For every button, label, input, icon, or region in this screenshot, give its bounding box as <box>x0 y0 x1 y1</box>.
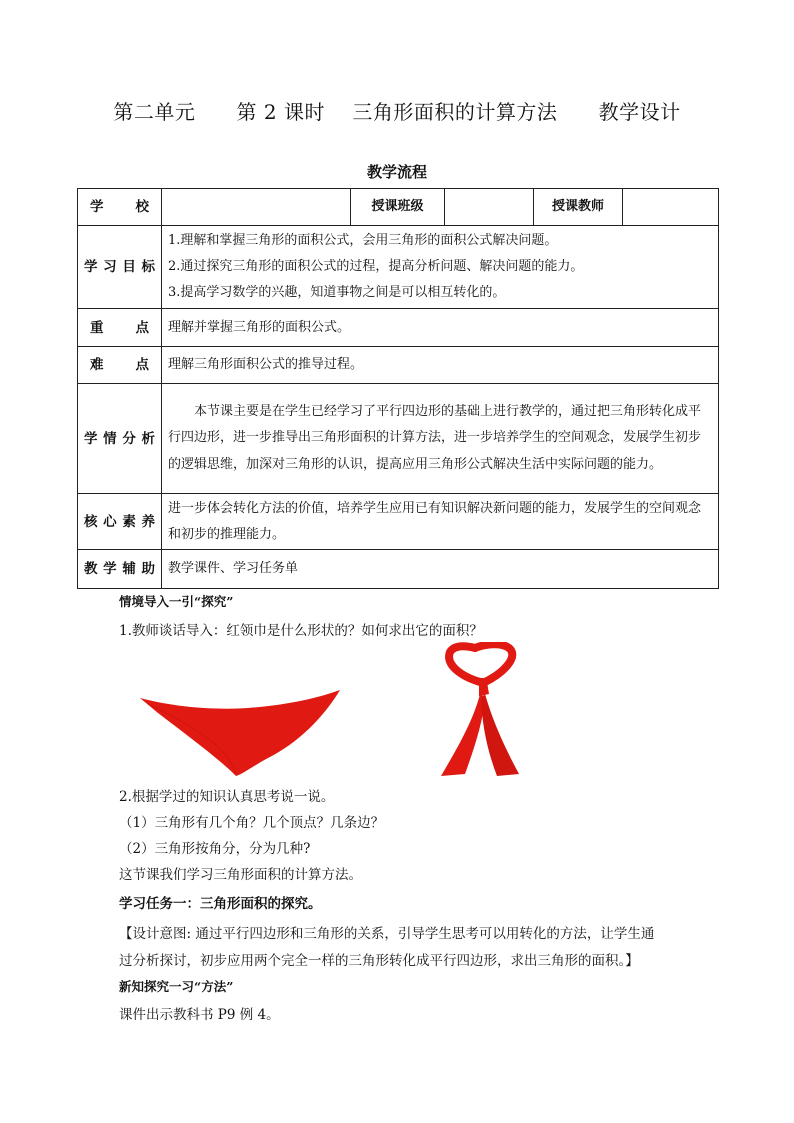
aids-label: 教学辅助 <box>78 550 162 589</box>
red-scarf-tied-image <box>435 642 525 778</box>
difficulty-label: 难 点 <box>78 347 162 384</box>
teacher-value <box>623 189 719 226</box>
school-value <box>162 189 351 226</box>
goal-item: 1.理解和掌握三角形的面积公式，会用三角形的面积公式解决问题。 <box>168 233 558 248</box>
question-2b: （2）三角形按角分，分为几种? <box>119 841 311 857</box>
literacy-text: 进一步体会转化方法的价值，培养学生应用已有知识解决新问题的能力，发展学生的空间观念和初步的推理能力。 <box>168 500 702 542</box>
analysis-text: 本节课主要是在学生已经学习了平行四边形的基础上进行教学的，通过把三角形转化成平行四边形，进一步推导出三角形面积的计算方法，进一步培养学生的空间观念，发展学生初步的逻辑思维，加深对三角形的认识，提高应用三角形公式解决生活中实际问题的能力。 <box>168 403 702 472</box>
table-row <box>78 384 719 494</box>
school-label: 学 校 <box>78 189 162 226</box>
table-row <box>78 347 719 384</box>
table-row <box>78 494 719 550</box>
section2-title: 新知探究一习“方法” <box>119 979 234 994</box>
table-row <box>78 550 719 589</box>
design-line-1: 【设计意图: 通过平行四边形和三角形的关系，引导学生思考可以用转化的方法，让学生通 <box>119 926 655 942</box>
task1-title: 学习任务一：三角形面积的探究。 <box>119 896 322 912</box>
goals-label: 学习目标 <box>78 226 162 309</box>
design-line-2: 过分析探讨，初步应用两个完全一样的三角形转化成平行四边形，求出三角形的面积。】 <box>119 953 639 969</box>
table-row <box>78 189 719 226</box>
page-title: 第二单元 第 2 课时 三角形面积的计算方法 教学设计 <box>113 100 681 124</box>
class-value <box>445 189 534 226</box>
section1-title: 情境导入一引“探究” <box>119 594 234 609</box>
key-text: 理解并掌握三角形的面积公式。 <box>162 309 719 347</box>
literacy-label: 核心素养 <box>78 494 162 550</box>
class-label: 授课班级 <box>351 189 445 226</box>
analysis-cell <box>162 384 719 494</box>
question-1: 1.教师谈话导入：红领巾是什么形状的？如何求出它的面积？ <box>119 623 483 639</box>
goals-cell <box>162 226 719 309</box>
intro-text: 这节课我们学习三角形面积的计算方法。 <box>119 867 362 883</box>
flow-title: 教学流程 <box>366 163 427 181</box>
lesson-plan-table <box>77 188 719 589</box>
analysis-label: 学情分析 <box>78 384 162 494</box>
teacher-label: 授课教师 <box>534 189 623 226</box>
red-scarf-flat-image <box>138 688 342 780</box>
courseware-text: 课件出示教科书 P9 例 4。 <box>119 1007 280 1023</box>
table-row <box>78 309 719 347</box>
goal-item: 2.通过探究三角形的面积公式的过程，提高分析问题、解决问题的能力。 <box>168 259 584 274</box>
aids-text: 教学课件、学习任务单 <box>162 550 719 589</box>
goal-item: 3.提高学习数学的兴趣，知道事物之间是可以相互转化的。 <box>168 285 506 300</box>
difficulty-text: 理解三角形面积公式的推导过程。 <box>162 347 719 384</box>
table-row <box>78 226 719 309</box>
question-2a: （1）三角形有几个角？几个顶点？几条边？ <box>119 815 385 831</box>
literacy-cell <box>162 494 719 550</box>
key-label: 重 点 <box>78 309 162 347</box>
question-2: 2.根据学过的知识认真思考说一说。 <box>119 789 335 805</box>
